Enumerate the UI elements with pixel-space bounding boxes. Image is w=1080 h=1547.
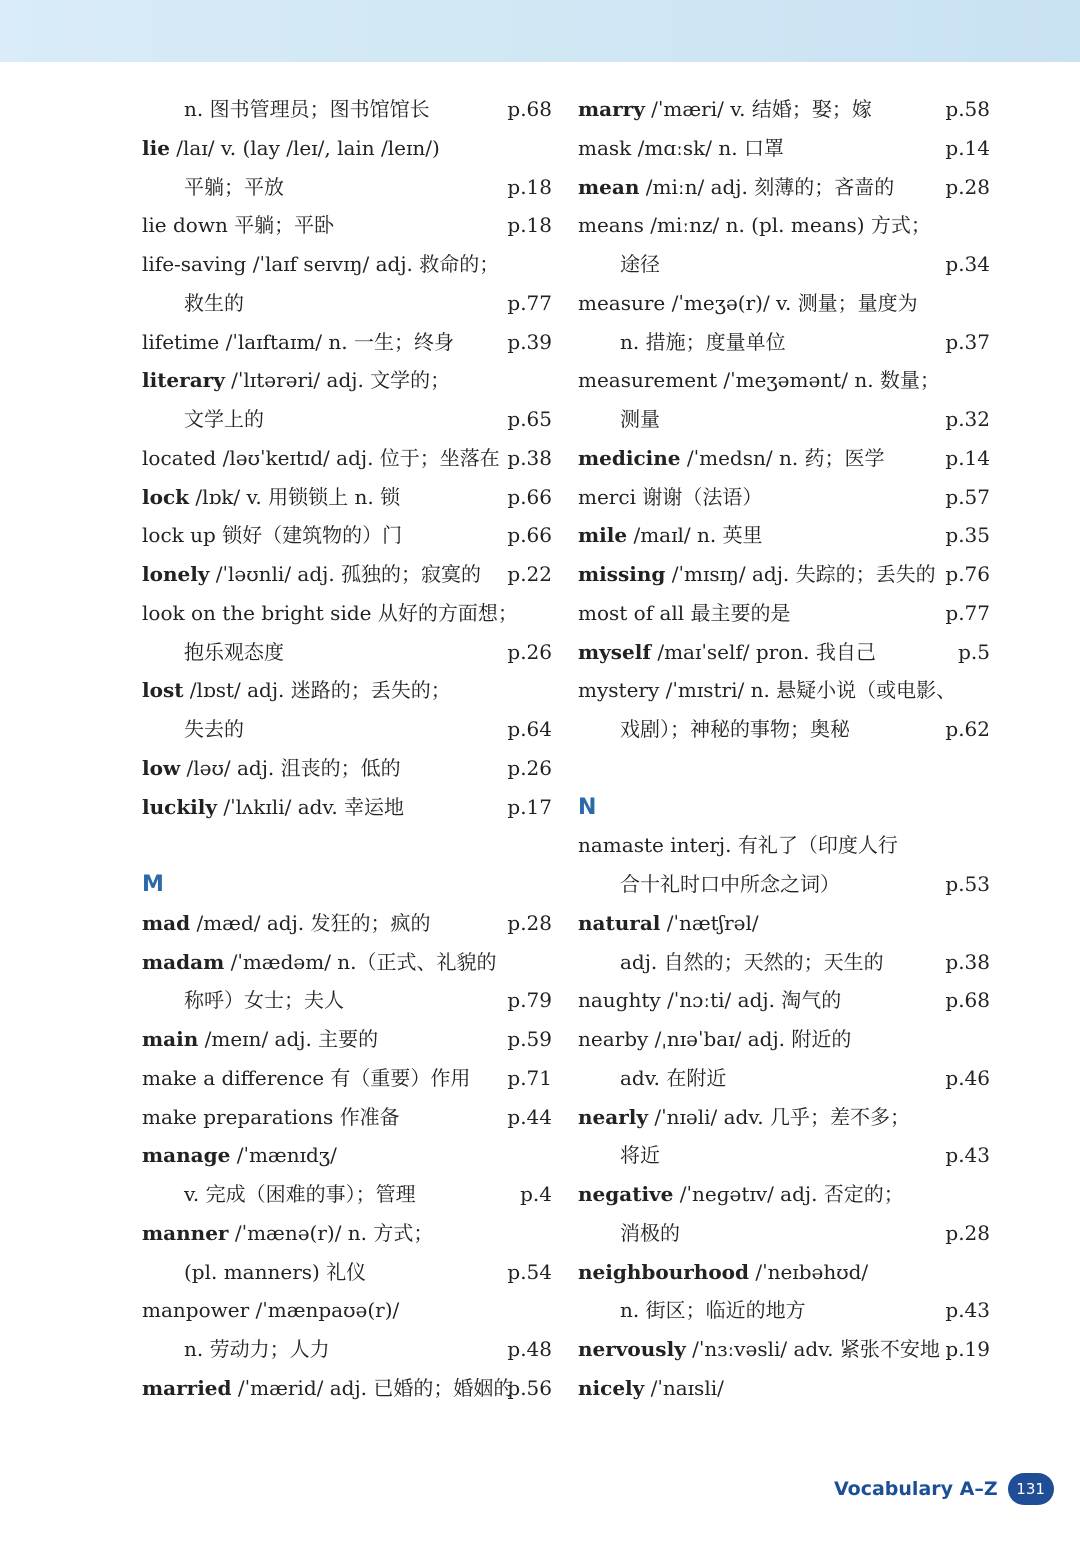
entry-page-ref: p.38	[507, 445, 552, 470]
vocabulary-entry-line	[578, 1059, 990, 1098]
entry-definition: merci 谢谢（法语）	[578, 484, 763, 509]
vocabulary-entry-line	[578, 1253, 990, 1292]
entry-text	[142, 795, 404, 819]
entry-page-ref: p.68	[945, 988, 990, 1013]
entry-page-ref: p.56	[507, 1375, 552, 1400]
entry-definition: nearby /ˌnɪəˈbaɪ/ adj. 附近的	[578, 1027, 852, 1051]
entry-headword: lie	[142, 135, 170, 160]
vocabulary-entry-line	[142, 284, 552, 323]
entry-text	[142, 1221, 433, 1245]
entry-definition: 合十礼时口中所念之词）	[620, 872, 840, 896]
entry-text	[578, 1337, 940, 1361]
entry-definition: mystery /ˈmɪstri/ n. 悬疑小说（或电影、	[578, 678, 957, 703]
entry-definition: /ˈlɪtərəri/ adj. 文学的；	[224, 368, 451, 393]
entry-headword: neighbourhood	[578, 1259, 749, 1284]
vocabulary-entry-line	[578, 904, 990, 943]
entry-headword: mean	[578, 174, 640, 199]
entry-definition: n. 街区；临近的地方	[620, 1298, 806, 1323]
vocabulary-entry-line	[142, 1175, 552, 1214]
vocabulary-entry-line	[142, 1253, 552, 1292]
entry-text	[578, 1260, 868, 1284]
entry-page-ref: p.64	[507, 717, 552, 741]
entry-definition: lie down 平躺；平卧	[142, 213, 335, 238]
vocabulary-entry-line	[578, 478, 990, 517]
entry-text	[578, 601, 791, 625]
entry-page-ref: p.19	[945, 1337, 990, 1361]
page-number-badge: 131	[1008, 1473, 1054, 1505]
vocabulary-entry-line	[578, 1098, 990, 1137]
entry-definition: /ˈmæri/ v. 结婚；娶；嫁	[644, 97, 872, 121]
entry-headword: low	[142, 755, 181, 780]
vocabulary-entry-line	[578, 981, 990, 1020]
entry-page-ref: p.28	[945, 174, 990, 199]
vocabulary-entry-line	[142, 749, 552, 788]
vocabulary-entry-line	[578, 439, 990, 478]
entry-headword: luckily	[142, 794, 217, 819]
vocabulary-entry-line	[142, 168, 552, 207]
entry-page-ref: p.54	[507, 1259, 552, 1284]
page-footer	[834, 1472, 1054, 1506]
entry-text	[578, 872, 840, 896]
entry-text	[142, 407, 264, 431]
entry-text	[578, 1221, 680, 1245]
entry-text	[578, 523, 763, 547]
blank-line	[142, 826, 552, 865]
section-letter	[142, 865, 552, 904]
entry-page-ref: p.17	[507, 794, 552, 819]
vocabulary-entry-line	[142, 1330, 552, 1369]
entry-text	[142, 97, 430, 121]
entry-page-ref: p.62	[945, 717, 990, 741]
vocabulary-entry-line	[142, 594, 552, 633]
entry-page-ref: p.57	[945, 484, 990, 509]
vocabulary-entry-line	[142, 943, 552, 982]
entry-text	[578, 988, 841, 1012]
entry-page-ref: p.79	[507, 988, 552, 1013]
entry-text	[578, 1182, 904, 1206]
entry-definition: /ˈnɪəli/ adv. 几乎；差不多；	[647, 1104, 910, 1129]
entry-page-ref: p.58	[945, 97, 990, 121]
entry-text	[578, 678, 956, 702]
entry-definition: measurement /ˈmeʒəmənt/ n. 数量；	[578, 368, 940, 393]
vocabulary-entry-line	[142, 90, 552, 129]
entry-page-ref: p.37	[945, 329, 990, 354]
entry-page-ref: p.66	[507, 484, 552, 509]
entry-text	[578, 1298, 806, 1322]
entry-headword: natural	[578, 910, 661, 935]
vocabulary-entry-line	[578, 1175, 990, 1214]
entry-definition: 救生的	[184, 290, 244, 315]
entry-page-ref: p.18	[507, 213, 552, 238]
entry-page-ref: p.53	[945, 872, 990, 896]
entry-page-ref: p.14	[945, 135, 990, 160]
entry-text	[142, 1027, 378, 1051]
entry-text	[578, 833, 898, 857]
entry-definition: most of all 最主要的是	[578, 600, 791, 625]
entry-text	[142, 368, 450, 392]
entry-definition: make preparations 作准备	[142, 1104, 400, 1129]
vocabulary-entry-line	[142, 516, 552, 555]
entry-text	[142, 213, 334, 237]
entry-definition: /ˈnætʃrəl/	[660, 910, 759, 935]
vocabulary-entry-line	[142, 981, 552, 1020]
entry-page-ref: p.38	[945, 949, 990, 974]
vocabulary-entry-line	[578, 826, 990, 865]
entry-headword: lost	[142, 678, 184, 703]
vocabulary-entry-line	[578, 633, 990, 672]
entry-definition: lock up 锁好（建筑物的）门	[142, 523, 403, 548]
entry-text	[578, 562, 936, 586]
entry-text	[578, 1105, 910, 1129]
entry-headword: myself	[578, 639, 651, 664]
vocabulary-entry-line	[578, 671, 990, 710]
vocabulary-entry-line	[142, 478, 552, 517]
entry-page-ref: p.14	[945, 445, 990, 470]
entry-definition: life-saving /ˈlaɪf seɪvɪŋ/ adj. 救命的；	[142, 252, 500, 276]
entry-headword: mile	[578, 523, 628, 548]
entry-definition: measure /ˈmeʒə(r)/ v. 测量；量度为	[578, 290, 918, 315]
entry-text	[142, 950, 497, 974]
entry-page-ref: p.65	[507, 407, 552, 431]
entry-page-ref: p.26	[507, 755, 552, 780]
vocabulary-entry-line	[142, 710, 552, 749]
entry-definition: n. 劳动力；人力	[184, 1337, 330, 1361]
entry-page-ref: p.66	[507, 523, 552, 548]
entry-definition: naughty /ˈnɔːti/ adj. 淘气的	[578, 988, 842, 1013]
entry-page-ref: p.43	[945, 1298, 990, 1323]
entry-text	[142, 717, 244, 741]
entry-headword: medicine	[578, 445, 681, 470]
entry-definition: lifetime /ˈlaɪftaɪm/ n. 一生；终身	[142, 329, 454, 354]
entry-definition: /ˈmærid/ adj. 已婚的；婚姻的	[231, 1375, 514, 1400]
entry-definition: /ˈnɜːvəsli/ adv. 紧张不安地	[685, 1337, 940, 1361]
vocabulary-entry-line	[578, 516, 990, 555]
section-letter-text: M	[142, 872, 164, 897]
vocabulary-entry-line	[578, 555, 990, 594]
vocabulary-entry-line	[142, 323, 552, 362]
entry-page-ref: p.26	[507, 639, 552, 664]
entry-page-ref: p.32	[945, 407, 990, 431]
entry-text	[578, 175, 894, 199]
entry-definition: (pl. manners) 礼仪	[184, 1259, 367, 1284]
entry-text	[142, 523, 402, 547]
section-letter	[578, 788, 990, 827]
entry-definition: /lɒst/ adj. 迷路的；丢失的；	[183, 678, 451, 703]
entry-page-ref: p.46	[945, 1065, 990, 1090]
entry-headword: main	[142, 1027, 199, 1051]
entry-page-ref: p.39	[507, 329, 552, 354]
entry-definition: /ˈmædəm/ n.（正式、礼貌的	[224, 949, 497, 974]
entry-text	[142, 678, 451, 702]
entry-text	[578, 1027, 851, 1051]
entry-definition: /ˈmɪsɪŋ/ adj. 失踪的；丢失的	[665, 562, 936, 586]
vocabulary-entry-line	[142, 439, 552, 478]
vocabulary-entry-line	[578, 284, 990, 323]
vocabulary-entry-line	[578, 245, 990, 284]
entry-text	[142, 1105, 400, 1129]
vocabulary-entry-line	[142, 1059, 552, 1098]
entry-page-ref: p.77	[507, 290, 552, 315]
entry-definition: adj. 自然的；天然的；天生的	[620, 949, 884, 974]
vocabulary-entry-line	[578, 1330, 990, 1369]
entry-text	[142, 1298, 399, 1322]
entry-text	[142, 988, 344, 1012]
entry-text	[142, 1066, 470, 1090]
entry-text	[578, 911, 759, 935]
entry-definition: /meɪn/ adj. 主要的	[198, 1027, 379, 1051]
footer-section-label: Vocabulary A–Z	[834, 1478, 998, 1500]
vocabulary-entry-line	[142, 555, 552, 594]
entry-definition: /maɪl/ n. 英里	[627, 523, 763, 548]
entry-headword: nervously	[578, 1337, 686, 1361]
entry-text	[578, 330, 786, 354]
entry-page-ref: p.18	[507, 174, 552, 199]
entry-text	[578, 407, 660, 431]
vocabulary-entry-line	[142, 788, 552, 827]
entry-definition: 途径	[620, 252, 660, 276]
entry-definition: 抱乐观态度	[184, 639, 284, 664]
entry-definition: mask /mɑːsk/ n. 口罩	[578, 135, 784, 160]
entry-page-ref: p.28	[507, 910, 552, 935]
vocabulary-entry-line	[142, 633, 552, 672]
entry-definition: /ˈneɡətɪv/ adj. 否定的；	[673, 1182, 904, 1206]
vocabulary-entry-line	[578, 710, 990, 749]
entry-text	[142, 562, 481, 586]
vocabulary-entry-line	[578, 943, 990, 982]
entry-headword: mad	[142, 910, 191, 935]
entry-page-ref: p.5	[958, 639, 990, 664]
entry-text	[142, 601, 518, 625]
entry-definition: located /ləʊˈkeɪtɪd/ adj. 位于；坐落在	[142, 445, 500, 470]
entry-headword: lock	[142, 484, 189, 509]
entry-text	[142, 330, 454, 354]
vocabulary-entry-line	[142, 1098, 552, 1137]
entry-text	[142, 911, 431, 935]
entry-text	[578, 291, 918, 315]
vocabulary-entry-line	[578, 168, 990, 207]
entry-text	[578, 1066, 726, 1090]
vocabulary-entry-line	[578, 400, 990, 439]
entry-text	[142, 446, 500, 470]
entry-definition: /maɪˈself/ pron. 我自己	[650, 639, 876, 664]
entry-definition: /lɒk/ v. 用锁锁上 n. 锁	[188, 484, 401, 509]
vocabulary-entry-line	[142, 1214, 552, 1253]
entry-text	[578, 213, 931, 237]
vocabulary-entry-line	[578, 129, 990, 168]
vocabulary-entry-line	[578, 1020, 990, 1059]
entry-text	[142, 252, 499, 276]
entry-page-ref: p.77	[945, 600, 990, 625]
vocabulary-entry-line	[578, 865, 990, 904]
entry-text	[578, 640, 876, 664]
entry-definition: /ˈmænɪdʒ/	[230, 1143, 337, 1168]
entry-headword: madam	[142, 949, 225, 974]
entry-definition: 将近	[620, 1143, 660, 1168]
entry-text	[142, 1337, 330, 1361]
entry-page-ref: p.48	[507, 1337, 552, 1361]
entry-definition: 测量	[620, 407, 660, 431]
entry-definition: 失去的	[184, 717, 244, 741]
entry-definition: 消极的	[620, 1220, 680, 1245]
vocabulary-entry-line	[578, 361, 990, 400]
entry-text	[142, 1182, 416, 1206]
entry-page-ref: p.71	[507, 1065, 552, 1090]
entry-definition: /ˈnaɪsli/	[644, 1375, 724, 1400]
entry-text	[578, 1376, 724, 1400]
entry-text	[578, 717, 850, 741]
entry-definition: n. 措施；度量单位	[620, 329, 786, 354]
vocabulary-entry-line	[578, 1291, 990, 1330]
entry-definition: /ˈmedsn/ n. 药；医学	[680, 445, 885, 470]
entry-page-ref: p.35	[945, 523, 990, 548]
vocabulary-entry-line	[578, 90, 990, 129]
entry-headword: married	[142, 1375, 232, 1400]
vocabulary-entry-line	[142, 904, 552, 943]
entry-text	[142, 485, 400, 509]
entry-definition: v. 完成（困难的事）；管理	[184, 1182, 416, 1206]
entry-page-ref: p.43	[945, 1143, 990, 1168]
entry-page-ref: p.34	[945, 252, 990, 276]
vocabulary-entry-line	[142, 1369, 552, 1408]
entry-headword: nicely	[578, 1375, 645, 1400]
vocabulary-entry-line	[578, 594, 990, 633]
entry-definition: make a difference 有（重要）作用	[142, 1065, 471, 1090]
entry-definition: n. 图书管理员；图书馆馆长	[184, 97, 430, 121]
entry-definition: /ˈləʊnli/ adj. 孤独的；寂寞的	[209, 562, 482, 586]
entry-text	[142, 175, 284, 199]
entry-page-ref: p.22	[507, 562, 552, 586]
vocabulary-entry-line	[142, 1136, 552, 1175]
vocabulary-entry-line	[142, 671, 552, 710]
entry-page-ref: p.68	[507, 97, 552, 121]
entry-definition: adv. 在附近	[620, 1065, 727, 1090]
entry-headword: manner	[142, 1220, 229, 1245]
entry-page-ref: p.59	[507, 1027, 552, 1051]
entry-headword: manage	[142, 1143, 231, 1168]
entry-headword: negative	[578, 1182, 674, 1206]
entry-page-ref: p.4	[520, 1182, 552, 1206]
entry-definition: look on the bright side 从好的方面想；	[142, 600, 518, 625]
entry-text	[578, 368, 940, 392]
entry-definition: /laɪ/ v. (lay /leɪ/, lain /leɪn/)	[169, 135, 440, 160]
entry-definition: /ˈmænə(r)/ n. 方式；	[228, 1220, 434, 1245]
entry-text	[578, 950, 884, 974]
entry-text	[142, 640, 284, 664]
entry-definition: /ˈlʌkɪli/ adv. 幸运地	[217, 794, 405, 819]
left-column	[142, 90, 552, 1408]
entry-text	[142, 1260, 366, 1284]
vocabulary-entry-line	[142, 1020, 552, 1059]
entry-definition: 文学上的	[184, 407, 264, 431]
vocabulary-entry-line	[142, 245, 552, 284]
right-column	[578, 90, 990, 1408]
entry-headword: missing	[578, 562, 666, 586]
entry-headword: marry	[578, 97, 645, 121]
entry-text	[142, 1143, 337, 1167]
entry-definition: /ləʊ/ adj. 沮丧的；低的	[180, 755, 401, 780]
entry-headword: nearly	[578, 1104, 648, 1129]
entry-definition: means /miːnz/ n. (pl. means) 方式；	[578, 213, 931, 238]
vocabulary-entry-line	[578, 1136, 990, 1175]
vocabulary-entry-line	[578, 1214, 990, 1253]
entry-headword: literary	[142, 368, 225, 393]
entry-definition: 戏剧）；神秘的事物；奥秘	[620, 717, 850, 741]
vocabulary-entry-line	[578, 1369, 990, 1408]
entry-definition: /ˈneɪbəhʊd/	[749, 1259, 869, 1284]
vocabulary-entry-line	[142, 361, 552, 400]
entry-text	[578, 446, 885, 470]
entry-definition: /miːn/ adj. 刻薄的；吝啬的	[639, 174, 895, 199]
section-letter-text: N	[578, 794, 597, 820]
vocabulary-entry-line	[142, 400, 552, 439]
entry-page-ref: p.44	[507, 1104, 552, 1129]
entry-text	[142, 1376, 513, 1400]
entry-definition: namaste interj. 有礼了（印度人行	[578, 833, 898, 858]
entry-page-ref: p.28	[945, 1220, 990, 1245]
entry-text	[142, 291, 244, 315]
entry-definition: /mæd/ adj. 发狂的；疯的	[190, 910, 431, 935]
vocabulary-entry-line	[142, 129, 552, 168]
entry-definition: 称呼）女士；夫人	[184, 988, 344, 1013]
vocabulary-entry-line	[142, 206, 552, 245]
entry-definition: manpower /ˈmænpaʊə(r)/	[142, 1298, 400, 1323]
entry-text	[142, 136, 440, 160]
entry-text	[578, 97, 872, 121]
entry-text	[578, 252, 660, 276]
entry-text	[578, 136, 784, 160]
vocabulary-entry-line	[142, 1291, 552, 1330]
entry-headword: lonely	[142, 562, 210, 586]
entry-text	[142, 756, 401, 780]
entry-page-ref: p.76	[945, 562, 990, 586]
vocabulary-entry-line	[578, 206, 990, 245]
top-color-band	[0, 0, 1080, 62]
vocabulary-entry-line	[578, 323, 990, 362]
blank-line	[578, 749, 990, 788]
entry-text	[578, 485, 762, 509]
entry-definition: 平躺；平放	[184, 174, 284, 199]
entry-text	[578, 1143, 660, 1167]
